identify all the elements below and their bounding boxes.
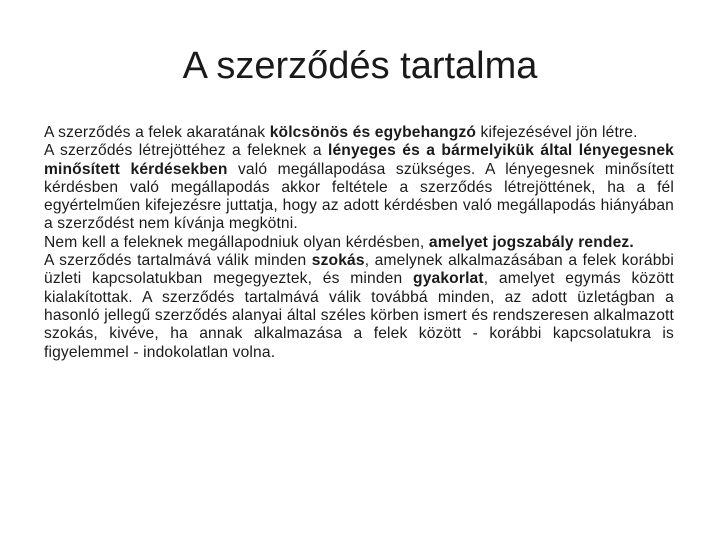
text-segment: való megállapodása szükséges. A lényegesnek minősített kérdésben való megállapodás akkor feltétele a szerződés létrejöttének, ha a fél egyértelműen kifejezésre juttatja, hogy az adott kérdésben való megállapodás hiányában a szerződést nem kívánja megkötni. xyxy=(44,160,674,233)
bold-text: szokás xyxy=(311,252,365,270)
text-segment: A szerződés tartalmává válik minden xyxy=(44,252,312,270)
text-segment: A szerződés létrejöttéhez a feleknek a xyxy=(44,142,328,160)
paragraph xyxy=(44,252,674,362)
text-segment: A szerződés a felek akaratának xyxy=(44,124,270,141)
bold-text: gyakorlat xyxy=(413,270,484,288)
bold-text: amelyet jogszabály rendez. xyxy=(428,233,634,251)
text-segment: kifejezésével jön létre. xyxy=(476,124,638,141)
paragraph xyxy=(44,142,674,233)
slide-title: A szerződés tartalma xyxy=(182,45,538,87)
slide-body xyxy=(44,124,674,362)
bold-text: lényeges és a bármelyikük által lényegesnek minősített kérdésekben xyxy=(44,142,674,178)
text-segment: , amelynek alkalmazásában a felek korábbi üzleti kapcsolatukban megegyeztek, és minden xyxy=(44,252,674,288)
paragraph xyxy=(44,234,674,252)
text-segment: Nem kell a feleknek megállapodniuk olyan kérdésben, xyxy=(44,233,429,251)
text-segment: , amelyet egymás között kialakítottak. A szerződés tartalmává válik továbbá minden, az adott üzletágban a hasonló jellegű szerződés alanyai által széles körben ismert és rendszeresen alkalmazott szokás, kivéve, ha annak alkalmazása a felek között - korábbi kapcsolatukra is figyelemmel - indokolatlan volna. xyxy=(44,270,674,361)
paragraph xyxy=(44,124,674,142)
bold-text: kölcsönös és egybehangzó xyxy=(269,124,477,141)
